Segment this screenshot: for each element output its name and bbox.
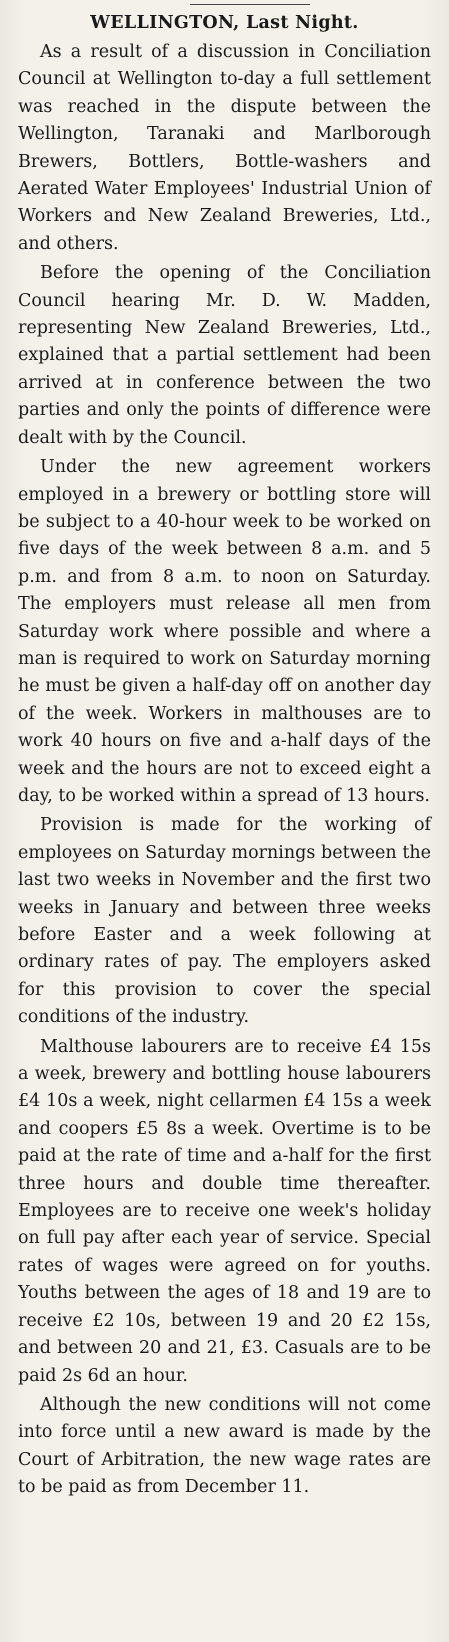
article-paragraph: Provision is made for the working of employees on Saturday mornings between the last two weeks in November and the first two weeks in January and between three weeks before Easter and a week following at ordinary rates of pay. The employers asked for this provision to cover the special conditions of the industry. xyxy=(18,815,431,1028)
article-paragraph: Although the new conditions will not come into force until a new award is made by the Court of Arbitration, the new wage rates are to be paid as from December 11. xyxy=(18,1394,431,1498)
headline-rule xyxy=(190,4,310,5)
article-paragraph: Under the new agreement workers employed in a brewery or bottling store will be subject to a 40-hour week to be worked on five days of the week between 8 a.m. and 5 p.m. and from 8 a.m. to noon on Saturday. The employers must release all men from Saturday work where possible and where a man is required to work on Saturday morning he must be given a half-day off on another day of the week. Workers in malthouses are to work 40 hours on five and a-half days of the week and the hours are not to exceed eight a day, to be worked within a spread of 13 hours. xyxy=(18,457,431,806)
article-paragraph: Malthouse labourers are to receive £4 15s a week, brewery and bottling house labourers £4 10s a week, night cellarmen £4 15s a week and coopers £5 8s a week. Overtime is to be paid at the rate of time and a-half for the first three hours and double time thereafter. Employees are to receive one week's holiday on full pay after each year of service. Special rates of wages were agreed on for youths. Youths between the ages of 18 and 19 are to receive £2 10s, between 19 and 20 £2 15s, and between 20 and 21, £3. Casuals are to be paid 2s 6d an hour. xyxy=(18,1036,431,1386)
article-paragraph: As a result of a discussion in Conciliation Council at Wellington to-day a full settlement was reached in the dispute between the Wellington, Taranaki and Marlborough Brewers, Bottlers, Bottle-washers and Aerated Water Employees' Industrial Union of Workers and New Zealand Breweries, Ltd., and others. xyxy=(18,42,431,254)
article-body xyxy=(18,39,431,1502)
article-headline: WELLINGTON, Last Night. xyxy=(90,13,359,33)
article-paragraph: Before the opening of the Conciliation Council hearing Mr. D. W. Madden, representing New Zealand Breweries, Ltd., explained that a partial settlement had been arrived at in conference between the two parties and only the points of difference were dealt with by the Council. xyxy=(18,263,431,448)
